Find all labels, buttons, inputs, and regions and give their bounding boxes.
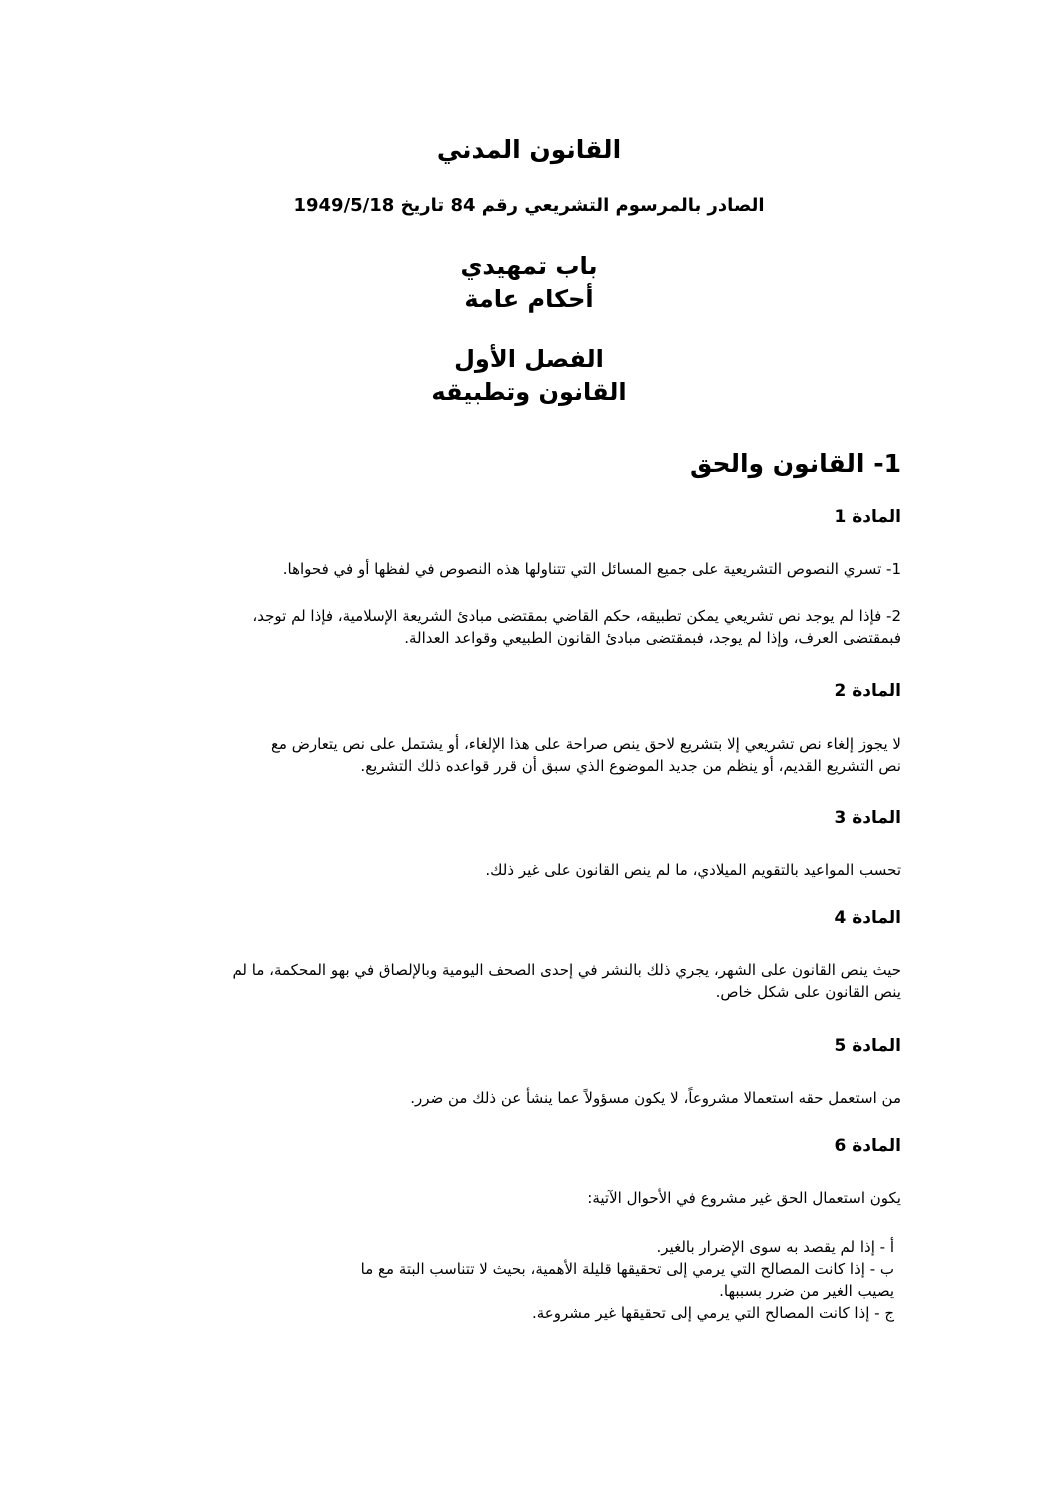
article-heading: المادة 2: [834, 681, 901, 701]
article-paragraph: [156, 1087, 901, 1109]
article-paragraph: [156, 959, 901, 1003]
list-item: ب - إذا كانت المصالح التي يرمي إلى تحقيقها قليلة الأهمية، بحيث لا تتناسب البتة مع ما: [360, 1260, 894, 1278]
paragraph-line: يكون استعمال الحق غير مشروع في الأحوال الآتية:: [587, 1189, 901, 1207]
paragraph-line: تحسب المواعيد بالتقويم الميلادي، ما لم ينص القانون على غير ذلك.: [485, 861, 901, 879]
article-paragraph: [156, 733, 901, 777]
article-list: [149, 1236, 894, 1324]
article-paragraph: [156, 605, 901, 649]
paragraph-line: لا يجوز إلغاء نص تشريعي إلا بتشريع لاحق ينص صراحة على هذا الإلغاء، أو يشتمل على نص يتعارض مع: [270, 735, 901, 753]
section-heading: 1- القانون والحق: [690, 449, 901, 478]
part-heading-line: أحكام عامة: [464, 285, 594, 313]
chapter-heading-line: القانون وتطبيقه: [431, 378, 627, 406]
paragraph-line: فبمقتضى العرف، وإذا لم يوجد، فبمقتضى مبادئ القانون الطبيعي وقواعد العدالة.: [404, 629, 901, 647]
paragraph-line: نص التشريع القديم، أو ينظم من جديد الموضوع الذي سبق أن قرر قواعده ذلك التشريع.: [360, 757, 901, 775]
article-heading: المادة 4: [834, 908, 901, 928]
paragraph-line: ينص القانون على شكل خاص.: [715, 983, 901, 1001]
chapter-heading: [0, 343, 1058, 409]
document-title: القانون المدني: [436, 135, 622, 164]
article-heading: المادة 3: [834, 808, 901, 828]
article-paragraph: [156, 1187, 901, 1209]
paragraph-line: من استعمل حقه استعمالا مشروعاً، لا يكون مسؤولاً عما ينشأ عن ذلك من ضرر.: [410, 1089, 901, 1107]
list-item: يصيب الغير من ضرر بسببها.: [719, 1282, 894, 1300]
article-heading: المادة 6: [834, 1136, 901, 1156]
article-heading: المادة 5: [834, 1036, 901, 1056]
paragraph-line: 2- فإذا لم يوجد نص تشريعي يمكن تطبيقه، حكم القاضي بمقتضى مبادئ الشريعة الإسلامية، فإذا لم توجد،: [252, 607, 901, 625]
article-paragraph: [156, 558, 901, 580]
paragraph-line: حيث ينص القانون على الشهر، يجري ذلك بالنشر في إحدى الصحف اليومية وبالإلصاق في بهو المحكمة، ما لم: [232, 961, 901, 979]
article-heading: المادة 1: [834, 507, 901, 527]
list-item: ج - إذا كانت المصالح التي يرمي إلى تحقيقها غير مشروعة.: [531, 1304, 894, 1322]
part-heading-line: باب تمهيدي: [460, 252, 598, 280]
list-item: أ - إذا لم يقصد به سوى الإضرار بالغير.: [656, 1238, 894, 1256]
paragraph-line: 1- تسري النصوص التشريعية على جميع المسائل التي تتناولها هذه النصوص في لفظها أو في فحواها.: [282, 560, 901, 578]
part-heading: [0, 250, 1058, 316]
article-paragraph: [156, 859, 901, 881]
decree-subtitle: الصادر بالمرسوم التشريعي رقم 84 تاريخ 1949/5/18: [293, 195, 765, 216]
chapter-heading-line: الفصل الأول: [454, 345, 604, 373]
